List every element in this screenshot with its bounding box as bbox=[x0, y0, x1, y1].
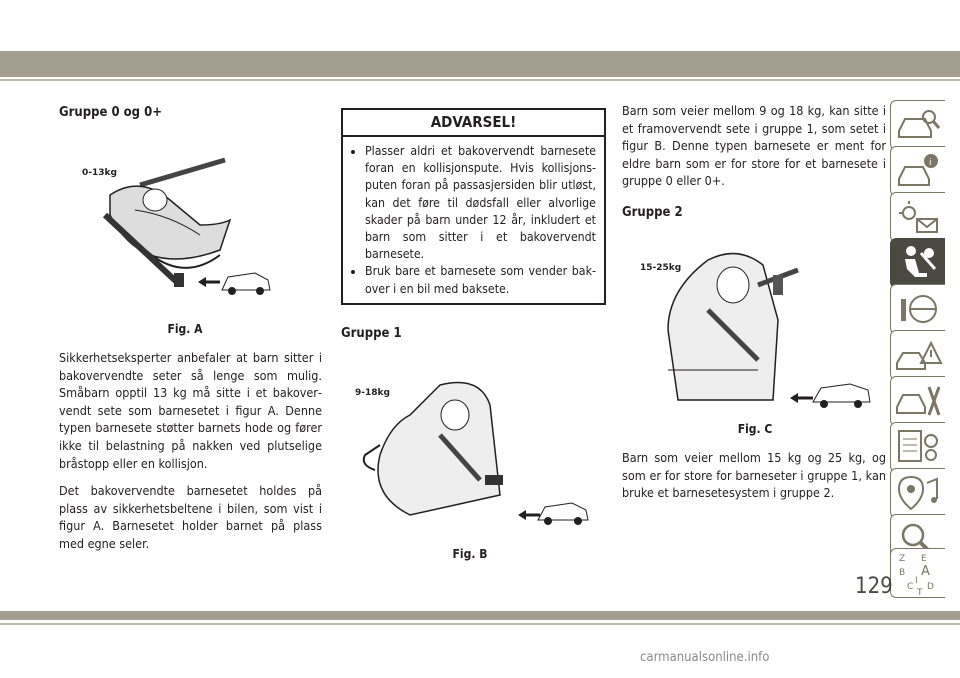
heading-gruppe-0: Gruppe 0 og 0+ bbox=[59, 105, 163, 120]
column-1-text bbox=[59, 349, 322, 563]
fig-b-weight-label: 9-18kg bbox=[355, 388, 390, 398]
car-warning-triangle-icon bbox=[891, 331, 945, 379]
svg-text:B: B bbox=[899, 568, 906, 578]
col3-paragraph-1: Barn som veier mellom 9 og 18 kg, kan sitte i et framovervendt sete i gruppe 1, som setet i figur B. Denne typen barnesete er ment for eldre barn som er for store for et barnesete i gruppe 0 eller 0+. bbox=[622, 103, 886, 189]
figure-a bbox=[80, 155, 280, 305]
warning-item: • Bruk bare et barnesete som vender bakover i en bil med baksete. bbox=[365, 263, 596, 297]
tab-key-steering-wheel[interactable] bbox=[890, 284, 945, 334]
tab-index[interactable] bbox=[890, 548, 945, 598]
tab-car-info[interactable] bbox=[890, 146, 945, 196]
key-steering-wheel-icon bbox=[891, 285, 945, 333]
svg-text:Z: Z bbox=[899, 554, 906, 564]
figure-c bbox=[638, 250, 878, 410]
svg-text:E: E bbox=[921, 554, 927, 564]
heading-gruppe-1: Gruppe 1 bbox=[341, 326, 402, 341]
column-1 bbox=[59, 104, 322, 122]
svg-text:C: C bbox=[907, 582, 914, 592]
fig-b-caption: Fig. B bbox=[452, 547, 488, 561]
car-magnifier-icon bbox=[891, 101, 945, 149]
warning-list bbox=[343, 143, 604, 298]
figure-b bbox=[350, 375, 590, 525]
warning-light-message-icon bbox=[891, 193, 945, 241]
list-gears-icon bbox=[891, 423, 945, 471]
warning-item: • Plasser aldri et bakovervendt barnesete foran en kollisjonspute. Hvis kollisjonsputen foran på passasjersiden blir utløst, kan det føre til dødsfall eller alvorlige skader på barn under 12 år, inkludert et barn som sitter i et bakovervendt barnesete. bbox=[365, 143, 596, 263]
tab-seat-airbag[interactable] bbox=[890, 238, 945, 288]
svg-text:D: D bbox=[927, 582, 934, 592]
fig-a-caption: Fig. A bbox=[167, 322, 203, 336]
bottom-band-line bbox=[0, 623, 960, 625]
page-number: 129 bbox=[855, 574, 893, 599]
car-info-icon bbox=[891, 147, 945, 195]
top-band-line bbox=[0, 79, 960, 81]
heading-gruppe-2: Gruppe 2 bbox=[622, 204, 683, 220]
fig-c-caption: Fig. C bbox=[737, 422, 773, 436]
svg-text:A: A bbox=[921, 564, 930, 579]
column-2 bbox=[341, 325, 604, 343]
column-3-text bbox=[622, 449, 886, 512]
car-tools-icon bbox=[891, 377, 945, 425]
warning-box bbox=[341, 108, 606, 305]
tab-car-warning-triangle[interactable] bbox=[890, 330, 945, 380]
tab-car-magnifier[interactable] bbox=[890, 100, 945, 150]
col1-paragraph-2: Det bakovervendte barnesetet holdes på plass av sikkerhetsbeltene i bilen, som vist i figur A. Barnesetet holder barnet på plass med egne seler. bbox=[59, 483, 322, 551]
tab-list-gears[interactable] bbox=[890, 422, 945, 472]
svg-text:T: T bbox=[917, 588, 923, 597]
seat-airbag-icon bbox=[891, 239, 945, 287]
svg-text:i: i bbox=[929, 158, 932, 168]
watermark: carmanualsonline.info bbox=[640, 650, 770, 665]
media-navigation-icon bbox=[891, 469, 945, 517]
bottom-band bbox=[0, 611, 960, 620]
fig-a-weight-label: 0-13kg bbox=[82, 168, 117, 178]
fig-c-weight-label: 15-25kg bbox=[640, 263, 682, 273]
tab-media-navigation[interactable] bbox=[890, 468, 945, 518]
top-band bbox=[0, 51, 960, 77]
tab-car-tools[interactable] bbox=[890, 376, 945, 426]
index-letters-icon bbox=[891, 549, 945, 597]
col3-paragraph-2: Barn som veier mellom 15 kg og 25 kg, og som er for store for barneseter i gruppe 1, kan bruke et barnesetesystem i gruppe 2. bbox=[622, 450, 886, 501]
column-3 bbox=[622, 102, 886, 222]
svg-text:I: I bbox=[915, 576, 918, 586]
warning-title: ADVARSEL! bbox=[343, 110, 604, 137]
tab-warning-light-message[interactable] bbox=[890, 192, 945, 242]
col1-paragraph-1: Sikkerhetseksperter anbefaler at barn sitter i bakovervendte seter så lenge som mulig. Småbarn opptil 13 kg må sitte i et bakovervendt sete som barnesetet i figur A. Denne typen barnesete støtter barnets hode og fører ikke til belastning på nakken ved plutselige bråstopp eller en kollisjon. bbox=[59, 350, 322, 471]
